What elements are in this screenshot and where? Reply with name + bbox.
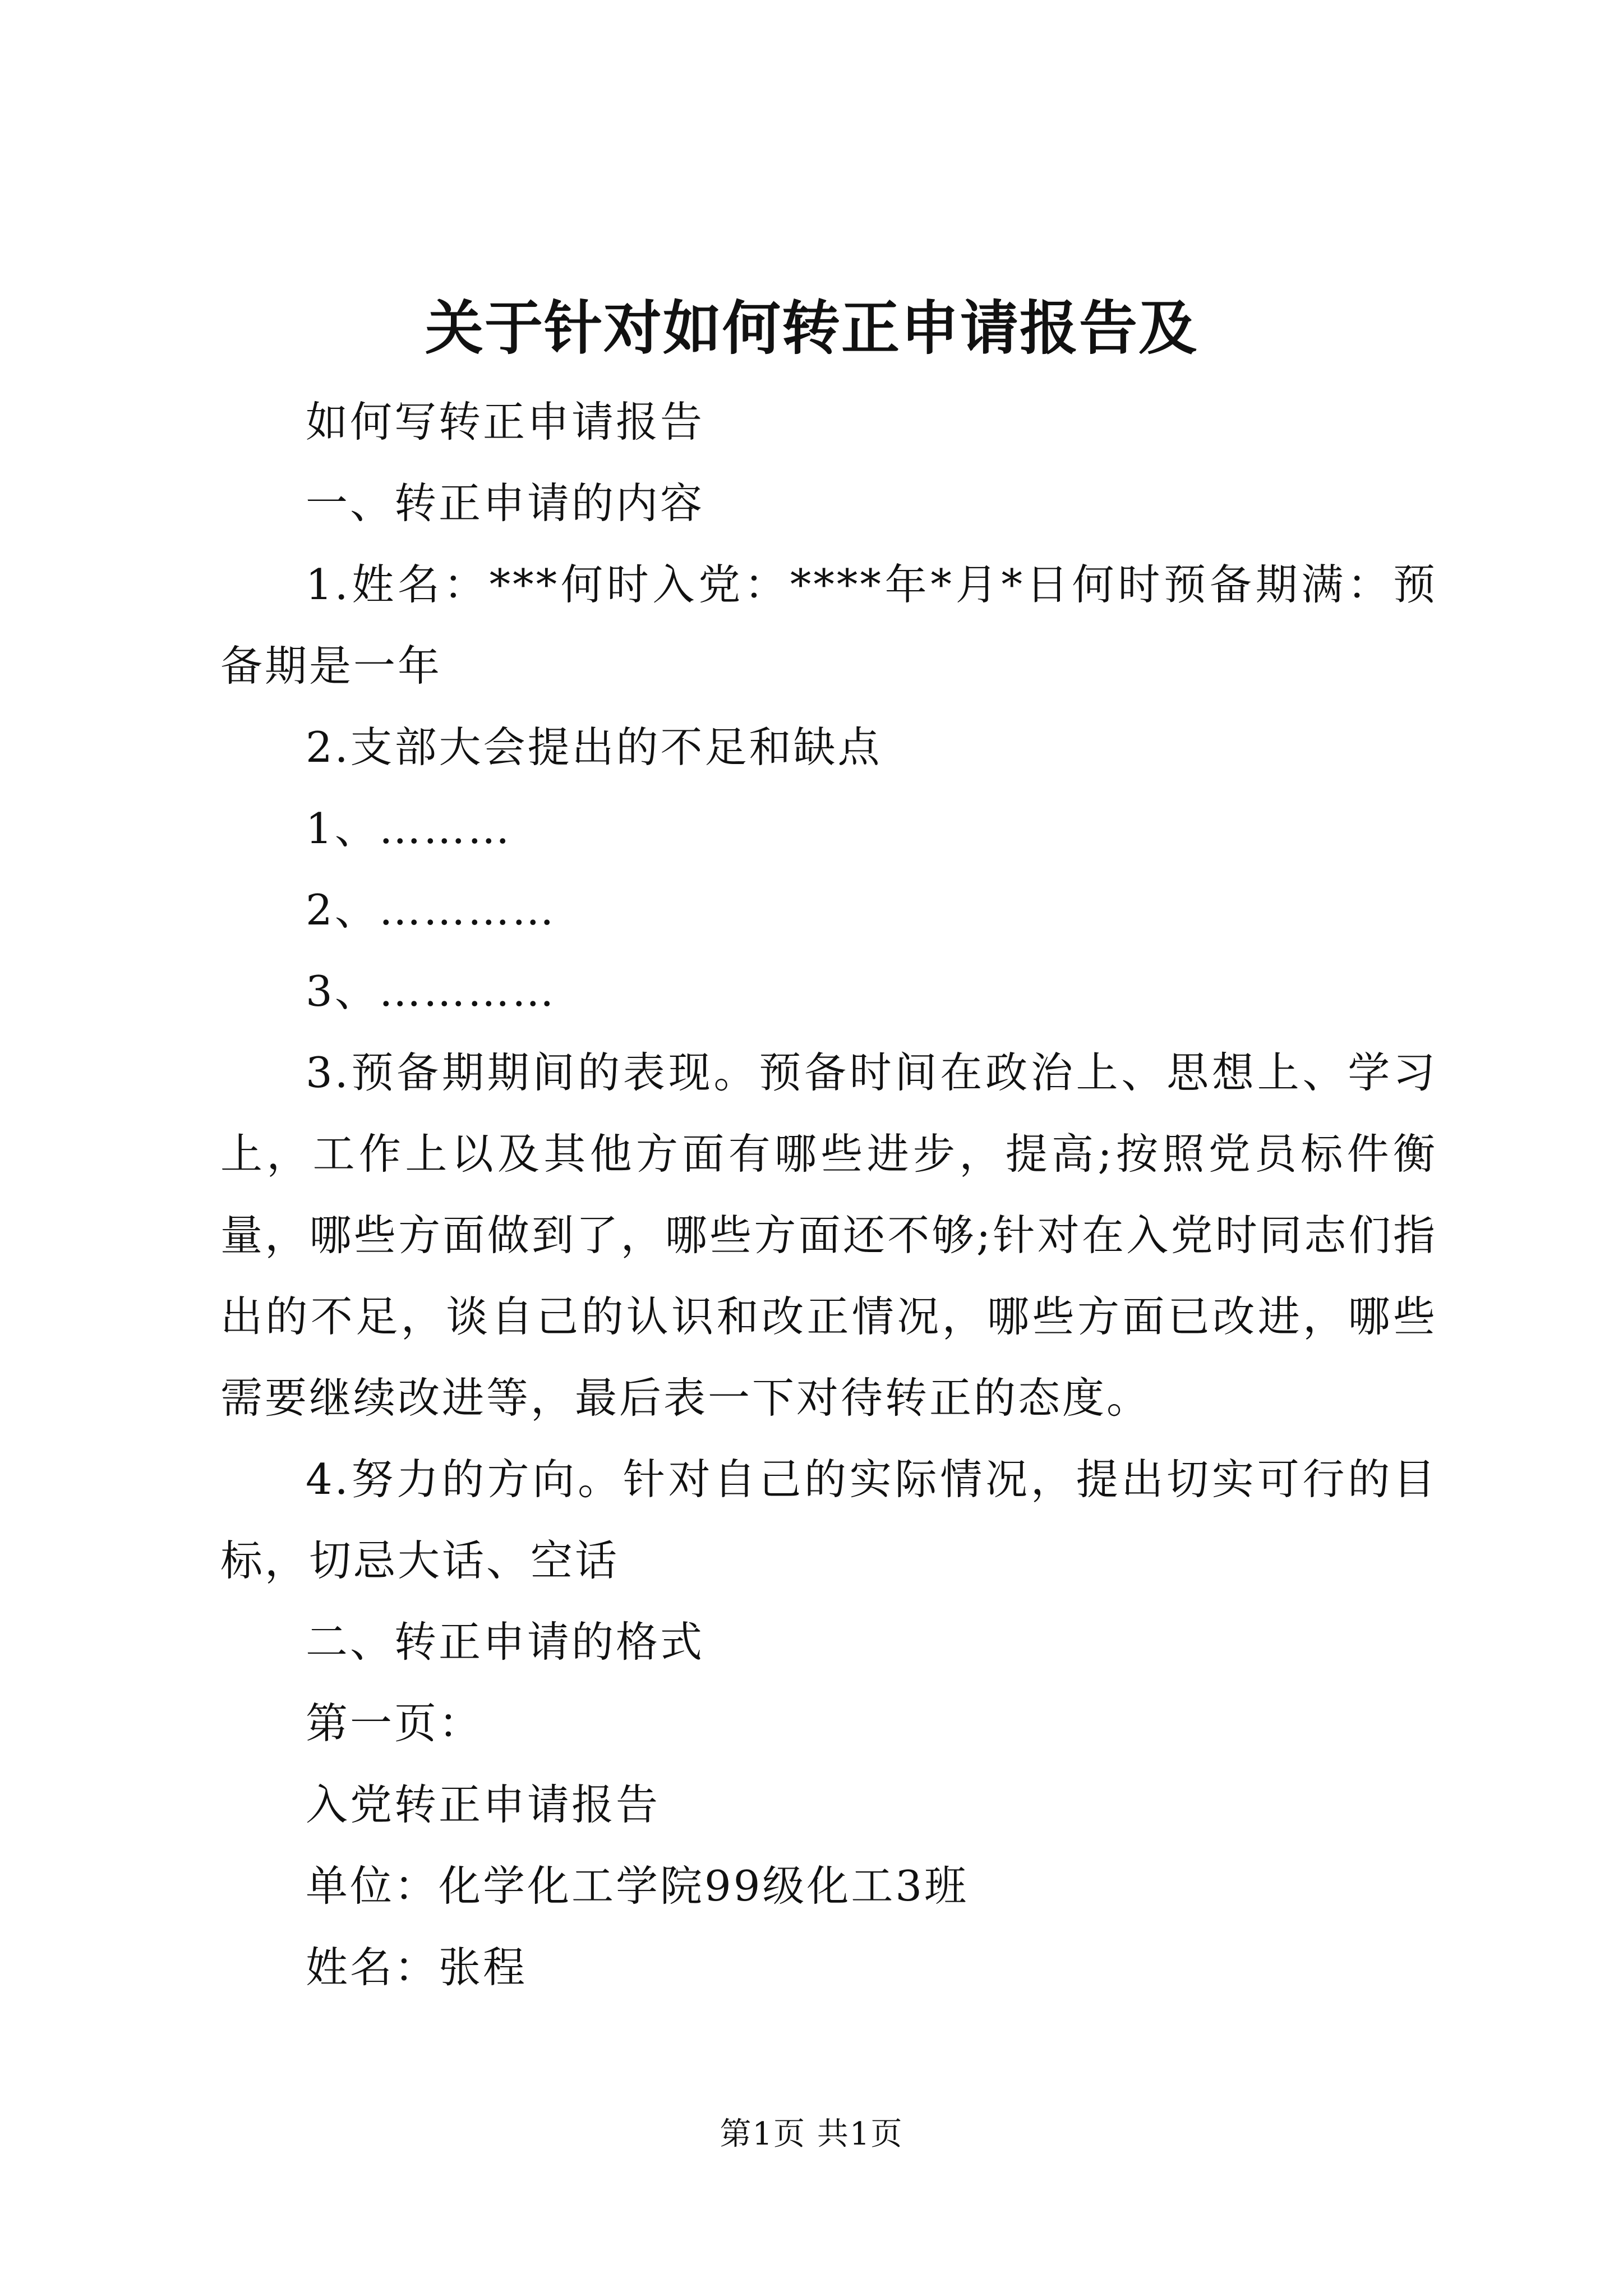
- paragraph: 如何写转正申请报告: [306, 397, 705, 447]
- paragraph: 4.努力的方向。针对自己的实际情况，提出切实可行的目标，切忌大话、空话: [220, 1455, 1437, 1585]
- paragraph: 第一页：: [306, 1699, 483, 1748]
- section-heading: 一、转正申请的内容: [306, 478, 705, 528]
- list-item: 1、………: [306, 804, 512, 853]
- document-body: [220, 381, 1437, 2008]
- list-item: 3、…………: [306, 967, 556, 1016]
- paragraph: 2.支部大会提出的不足和缺点: [306, 723, 882, 772]
- section-heading: 二、转正申请的格式: [306, 1617, 705, 1667]
- paragraph: 单位：化学化工学院99级化工3班: [306, 1861, 969, 1911]
- document-title: 关于针对如何转正申请报告及: [425, 293, 1198, 362]
- list-item: 2、…………: [306, 885, 556, 935]
- paragraph: 姓名：张程: [306, 1943, 528, 1992]
- paragraph: 1.姓名：***何时入党：****年*月*日何时预备期满：预备期是一年: [220, 560, 1437, 691]
- paragraph: 入党转正申请报告: [306, 1780, 661, 1829]
- paragraph: 3.预备期期间的表现。预备时间在政治上、思想上、学习上，工作上以及其他方面有哪些进步，提高;按照党员标件衡量，哪些方面做到了，哪些方面还不够;针对在入党时同志们指出的不足，谈自己的认识和改正情况，哪些方面已改进，哪些需要继续改进等，最后表一下对待转正的态度。: [220, 1048, 1437, 1423]
- page-footer: 第1页 共1页: [720, 2116, 903, 2152]
